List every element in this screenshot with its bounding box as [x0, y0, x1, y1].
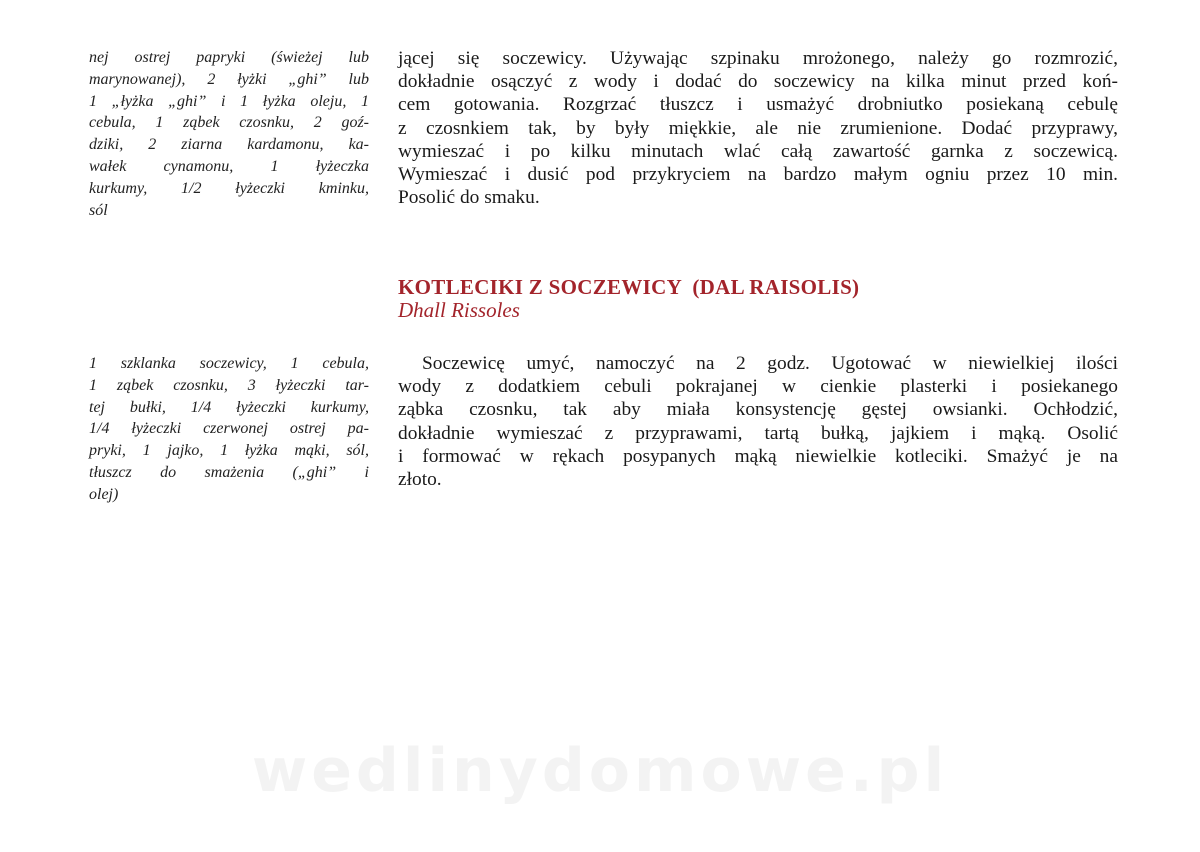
instruction-line: wymieszać i po kilku minutach wlać całą zawartość garnka z soczewicą. — [398, 140, 1118, 162]
instruction-line: złoto. — [398, 469, 442, 491]
recipe2-title: KOTLECIKI Z SOCZEWICY (DAL RAISOLIS) — [398, 275, 860, 299]
instruction-line: dokładnie osączyć z wody i dodać do soczewicy na kilka minut przed koń- — [398, 71, 1118, 93]
recipe1-instructions — [398, 47, 1118, 209]
instruction-line: ząbka czosnku, tak aby miała konsystencję gęstej owsianki. Ochłodzić, — [398, 399, 1118, 421]
instruction-line: dokładnie wymieszać z przyprawami, tartą bułką, jajkiem i mąką. Osolić — [398, 422, 1118, 444]
instruction-line: z czosnkiem tak, by były miękkie, ale nie zrumienione. Dodać przyprawy, — [398, 117, 1118, 139]
ingredient-line: pryki, 1 jajko, 1 łyżka mąki, sól, — [89, 442, 369, 460]
ingredient-line: wałek cynamonu, 1 łyżeczka — [89, 157, 369, 175]
instruction-line: Wymieszać i dusić pod przykryciem na bardzo małym ogniu przez 10 min. — [398, 164, 1118, 186]
ingredient-line: olej) — [89, 485, 119, 503]
ingredient-line: cebula, 1 ząbek czosnku, 2 goź- — [89, 114, 369, 132]
ingredient-line: marynowanej), 2 łyżki „ghi” lub — [89, 70, 369, 88]
recipe1-ingredients — [89, 47, 369, 221]
ingredient-line: tłuszcz do smażenia („ghi” i — [89, 463, 369, 481]
ingredient-line: nej ostrej papryki (świeżej lub — [89, 49, 369, 66]
ingredient-line: 1/4 łyżeczki czerwonej ostrej pa- — [89, 420, 369, 438]
recipe2-instructions — [398, 352, 1118, 491]
instruction-line: Posolić do smaku. — [398, 187, 540, 209]
ingredient-line: tej bułki, 1/4 łyżeczki kurkumy, — [89, 398, 369, 416]
instruction-line: Soczewicę umyć, namoczyć na 2 godz. Ugotować w niewielkiej ilości — [422, 353, 1118, 374]
instruction-line: i formować w rękach posypanych mąką niewielkie kotleciki. Smażyć je na — [398, 445, 1118, 467]
ingredient-line: 1 szklanka soczewicy, 1 cebula, — [89, 355, 369, 372]
ingredient-line: sól — [89, 201, 108, 219]
ingredient-line: dziki, 2 ziarna kardamonu, ka- — [89, 136, 369, 154]
recipe2-subtitle: Dhall Rissoles — [398, 298, 520, 322]
site-watermark: wedlinydomowe.pl — [251, 736, 949, 806]
ingredient-line: kurkumy, 1/2 łyżeczki kminku, — [89, 179, 369, 197]
instruction-line: jącej się soczewicy. Używając szpinaku mrożonego, należy go rozmrozić, — [398, 48, 1118, 69]
ingredient-line: 1 ząbek czosnku, 3 łyżeczki tar- — [89, 376, 369, 394]
instruction-line: wody z dodatkiem cebuli pokrajanej w cienkie plasterki i posiekanego — [398, 376, 1118, 398]
instruction-line: cem gotowania. Rozgrzać tłuszcz i usmażyć drobniutko posiekaną cebulę — [398, 94, 1118, 116]
ingredient-line: 1 „łyżka „ghi” i 1 łyżka oleju, 1 — [89, 92, 369, 110]
recipe2-ingredients — [89, 353, 369, 506]
